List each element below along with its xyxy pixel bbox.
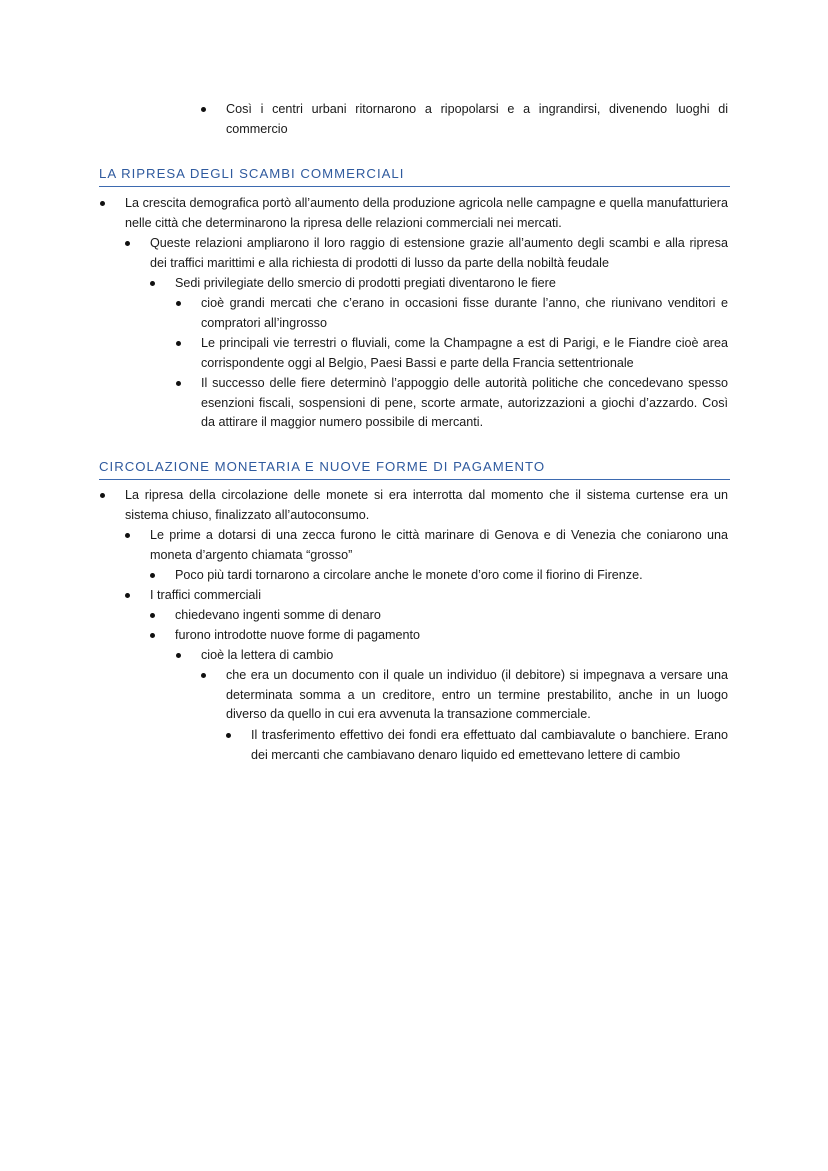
bullet-text: Queste relazioni ampliarono il loro raggio di estensione grazie all’aumento degli scambi e alla ripresa dei traffici marittimi e alla richiesta di prodotti di lusso da parte della nobiltà feudale [150, 236, 728, 270]
bullet-item [125, 486, 728, 525]
bullet-text: Il successo delle fiere determinò l’appoggio delle autorità politiche che concedevano spesso esenzioni fiscali, sospensioni di pene, scorte armate, autorizzazioni a giochi d’azzardo. Così da attirare il maggior numero possibile di mercanti. [201, 376, 728, 429]
bullet-item [201, 294, 728, 333]
bullet-item [201, 646, 728, 666]
bullet-text: La crescita demografica portò all’aumento della produzione agricola nelle campagne e quella manufatturiera nelle città che determinarono la ripresa delle relazioni commerciali nei mercati. [125, 196, 728, 230]
bullet-item [226, 666, 728, 725]
bullet-item [175, 274, 728, 294]
bullet-text: furono introdotte nuove forme di pagamento [175, 628, 421, 642]
bullet-item [175, 626, 728, 646]
bullet-item [125, 194, 728, 233]
section-heading-text: CIRCOLAZIONE MONETARIA E NUOVE FORME DI PAGAMENTO [99, 459, 546, 474]
bullet-text: I traffici commerciali [150, 588, 262, 602]
bullet-text: cioè la lettera di cambio [201, 648, 334, 662]
bullet-item [150, 586, 728, 606]
bullet-text: La ripresa della circolazione delle monete si era interrotta dal momento che il sistema curtense era un sistema chiuso, finalizzato all’autoconsumo. [125, 488, 728, 522]
bullet-text: Così i centri urbani ritornarono a ripopolarsi e a ingrandirsi, divenendo luoghi di commercio [226, 102, 728, 136]
section-heading [99, 165, 730, 187]
bullet-text: Le principali vie terrestri o fluviali, come la Champagne a est di Parigi, e le Fiandre cioè area corrispondente oggi al Belgio, Paesi Bassi e parte della Francia settentrionale [201, 336, 728, 370]
bullet-text: chiedevano ingenti somme di denaro [175, 608, 381, 622]
section-heading [99, 458, 730, 480]
bullet-text: Le prime a dotarsi di una zecca furono le città marinare di Genova e di Venezia che coniarono una moneta d’argento chiamata “grosso” [150, 528, 728, 562]
bullet-item [175, 566, 728, 586]
bullet-item [201, 374, 728, 433]
bullet-text: cioè grandi mercati che c’erano in occasioni fisse durante l’anno, che riunivano venditori e compratori all’ingrosso [201, 296, 728, 330]
bullet-text: Il trasferimento effettivo dei fondi era effettuato dal cambiavalute o banchiere. Erano dei mercanti che cambiavano denaro liquido ed emettevano lettere di cambio [251, 728, 728, 762]
bullet-text: Sedi privilegiate dello smercio di prodotti pregiati diventarono le fiere [175, 276, 556, 290]
bullet-text: Poco più tardi tornarono a circolare anche le monete d’oro come il fiorino di Firenze. [175, 568, 643, 582]
bullet-item [150, 234, 728, 273]
bullet-item [226, 100, 728, 139]
bullet-text: che era un documento con il quale un individuo (il debitore) si impegnava a versare una determinata somma a un creditore, entro un termine prestabilito, anche in un luogo diverso da quello in cui era avvenuta la transazione commerciale. [226, 668, 728, 721]
bullet-item [150, 526, 728, 565]
section-heading-text: LA RIPRESA DEGLI SCAMBI COMMERCIALI [99, 166, 405, 181]
bullet-item [201, 334, 728, 373]
bullet-item [175, 606, 728, 626]
bullet-item [251, 726, 728, 765]
